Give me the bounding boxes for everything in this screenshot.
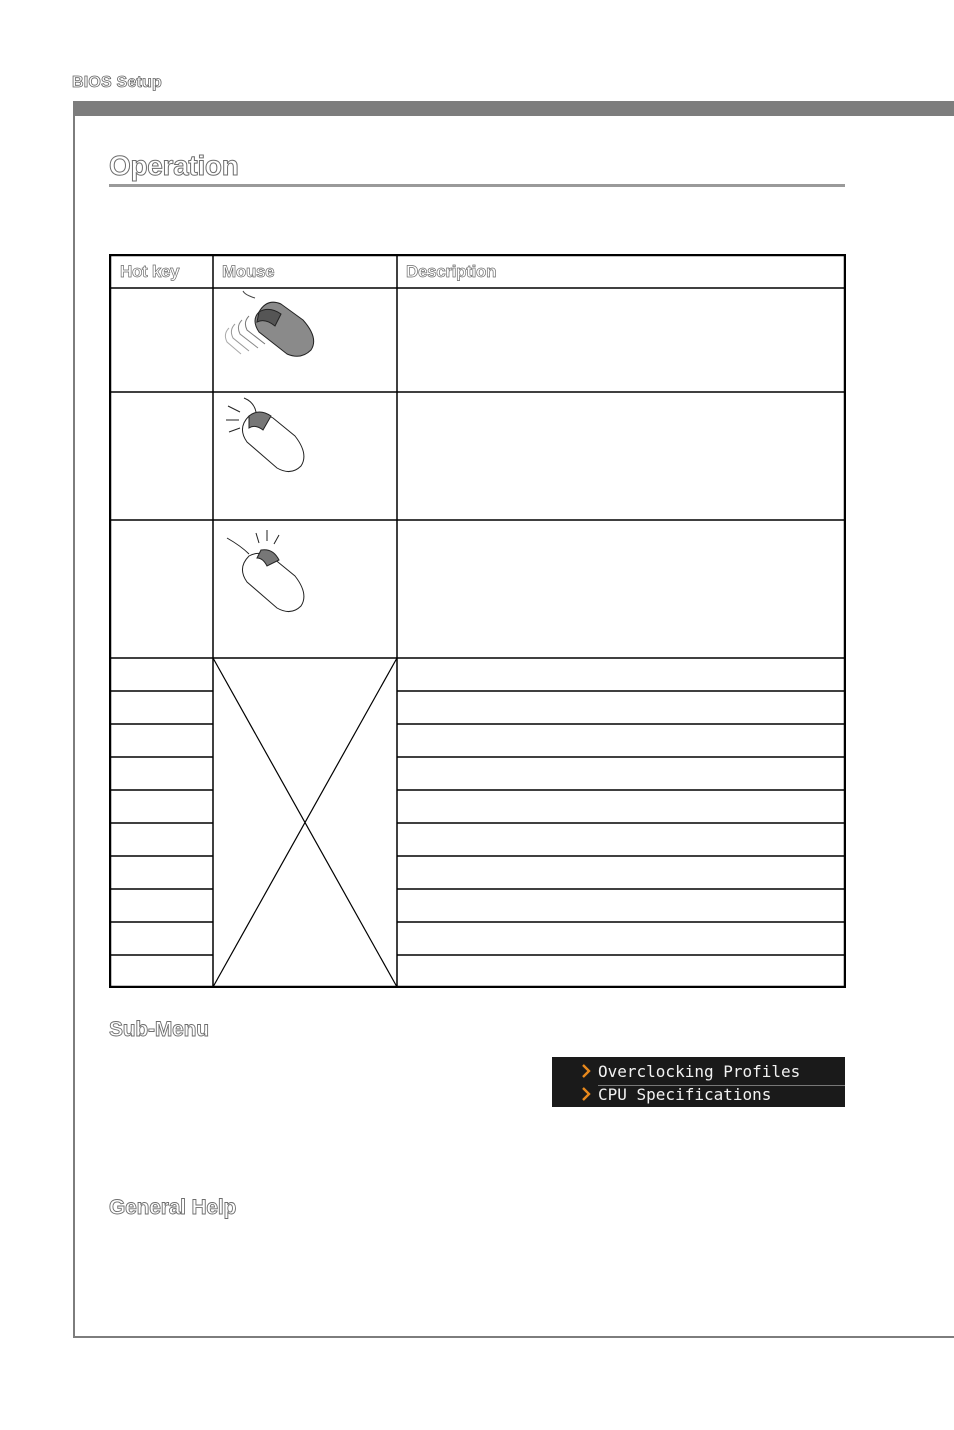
chevron-right-icon bbox=[580, 1063, 592, 1079]
mouse-move-icon bbox=[225, 291, 313, 356]
column-header-mouse: Mouse bbox=[222, 262, 275, 281]
chevron-right-icon bbox=[580, 1086, 592, 1102]
column-header-hotkey: Hot key bbox=[120, 262, 180, 281]
submenu-item-label: CPU Specifications bbox=[598, 1085, 772, 1104]
submenu-item-cpu-specifications[interactable] bbox=[552, 1083, 845, 1106]
mouse-right-click-icon bbox=[227, 530, 304, 612]
operation-title-underline bbox=[109, 184, 845, 187]
mouse-left-click-icon bbox=[226, 398, 304, 472]
hotkey-table bbox=[109, 254, 846, 988]
submenu-title: Sub-Menu bbox=[109, 1018, 209, 1041]
operation-title: Operation bbox=[109, 150, 239, 181]
section-header-label: BIOS Setup bbox=[72, 74, 163, 91]
submenu-example bbox=[552, 1057, 845, 1107]
general-help-title: General Help bbox=[109, 1196, 237, 1219]
submenu-item-label: Overclocking Profiles bbox=[598, 1062, 801, 1081]
submenu-item-overclocking-profiles[interactable] bbox=[552, 1060, 845, 1083]
left-page-border bbox=[73, 101, 75, 1338]
header-bar bbox=[73, 101, 954, 116]
bottom-page-border bbox=[73, 1336, 954, 1338]
column-header-description: Description bbox=[406, 262, 497, 281]
hotkey-table-grid bbox=[109, 254, 846, 988]
